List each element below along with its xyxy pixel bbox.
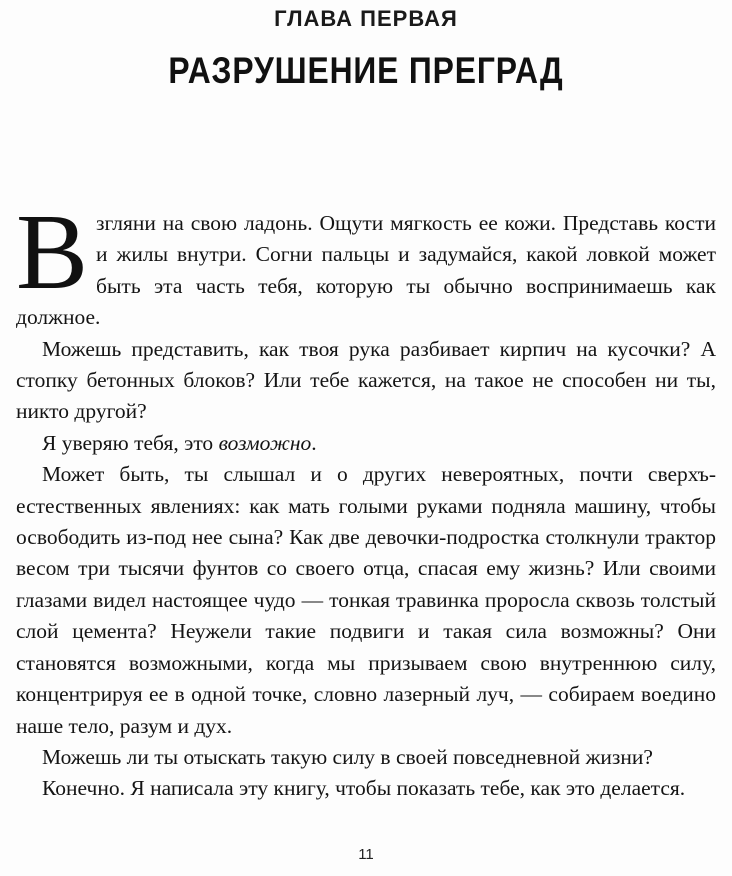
paragraph-4: Может быть, ты слышал и о других невероятных, почти сверхъестественных явлениях: как мать голыми руками подняла машину, чтобы освободить из-под нее сына? Как две девочки-подростка столкнули трактор весом три тысячи фунтов со своего отца, спасая ему жизнь? Или своими глазами видел настоящее чудо — тонкая травинка проросла сквозь толстый слой цемента? Неужели такие подвиги и такая сила возможны? Они становятся возможными, когда мы призываем свою внутреннюю силу, концентрируя ее в одной точке, словно лазерный луч, — собираем воедино наше тело, разум и дух. xyxy=(16,462,716,738)
chapter-body xyxy=(16,193,716,805)
paragraph-1 xyxy=(16,193,716,334)
paragraph-2: Можешь представить, как твоя рука разбивает кирпич на кусочки? А стопку бетонных блоков? Или тебе кажется, на такое не способен ни ты, никто другой? xyxy=(16,336,716,424)
chapter-label: ГЛАВА ПЕРВАЯ xyxy=(274,6,458,31)
drop-cap: В xyxy=(16,193,89,312)
paragraph-5: Можешь ли ты отыскать такую силу в своей повседневной жизни? xyxy=(42,744,653,769)
paragraph-1-text: згляни на свою ладонь. Ощути мягкость ее кожи. Представь кости и жилы внутри. Согни пальцы и задумайся, какой ловкой может быть эта часть тебя, которую ты обычно воспринимаешь как должное. xyxy=(16,211,716,330)
page-number: 11 xyxy=(358,846,374,863)
chapter-title: РАЗРУШЕНИЕ ПРЕГРАД xyxy=(168,50,564,91)
paragraph-3-emphasis: возможно xyxy=(218,430,312,455)
paragraph-3-end: . xyxy=(311,430,317,455)
paragraph-3-start: Я уверяю тебя, это xyxy=(42,430,219,455)
paragraph-6: Конечно. Я написала эту книгу, чтобы показать тебе, как это делается. xyxy=(42,776,686,801)
paragraph-3 xyxy=(16,428,716,459)
